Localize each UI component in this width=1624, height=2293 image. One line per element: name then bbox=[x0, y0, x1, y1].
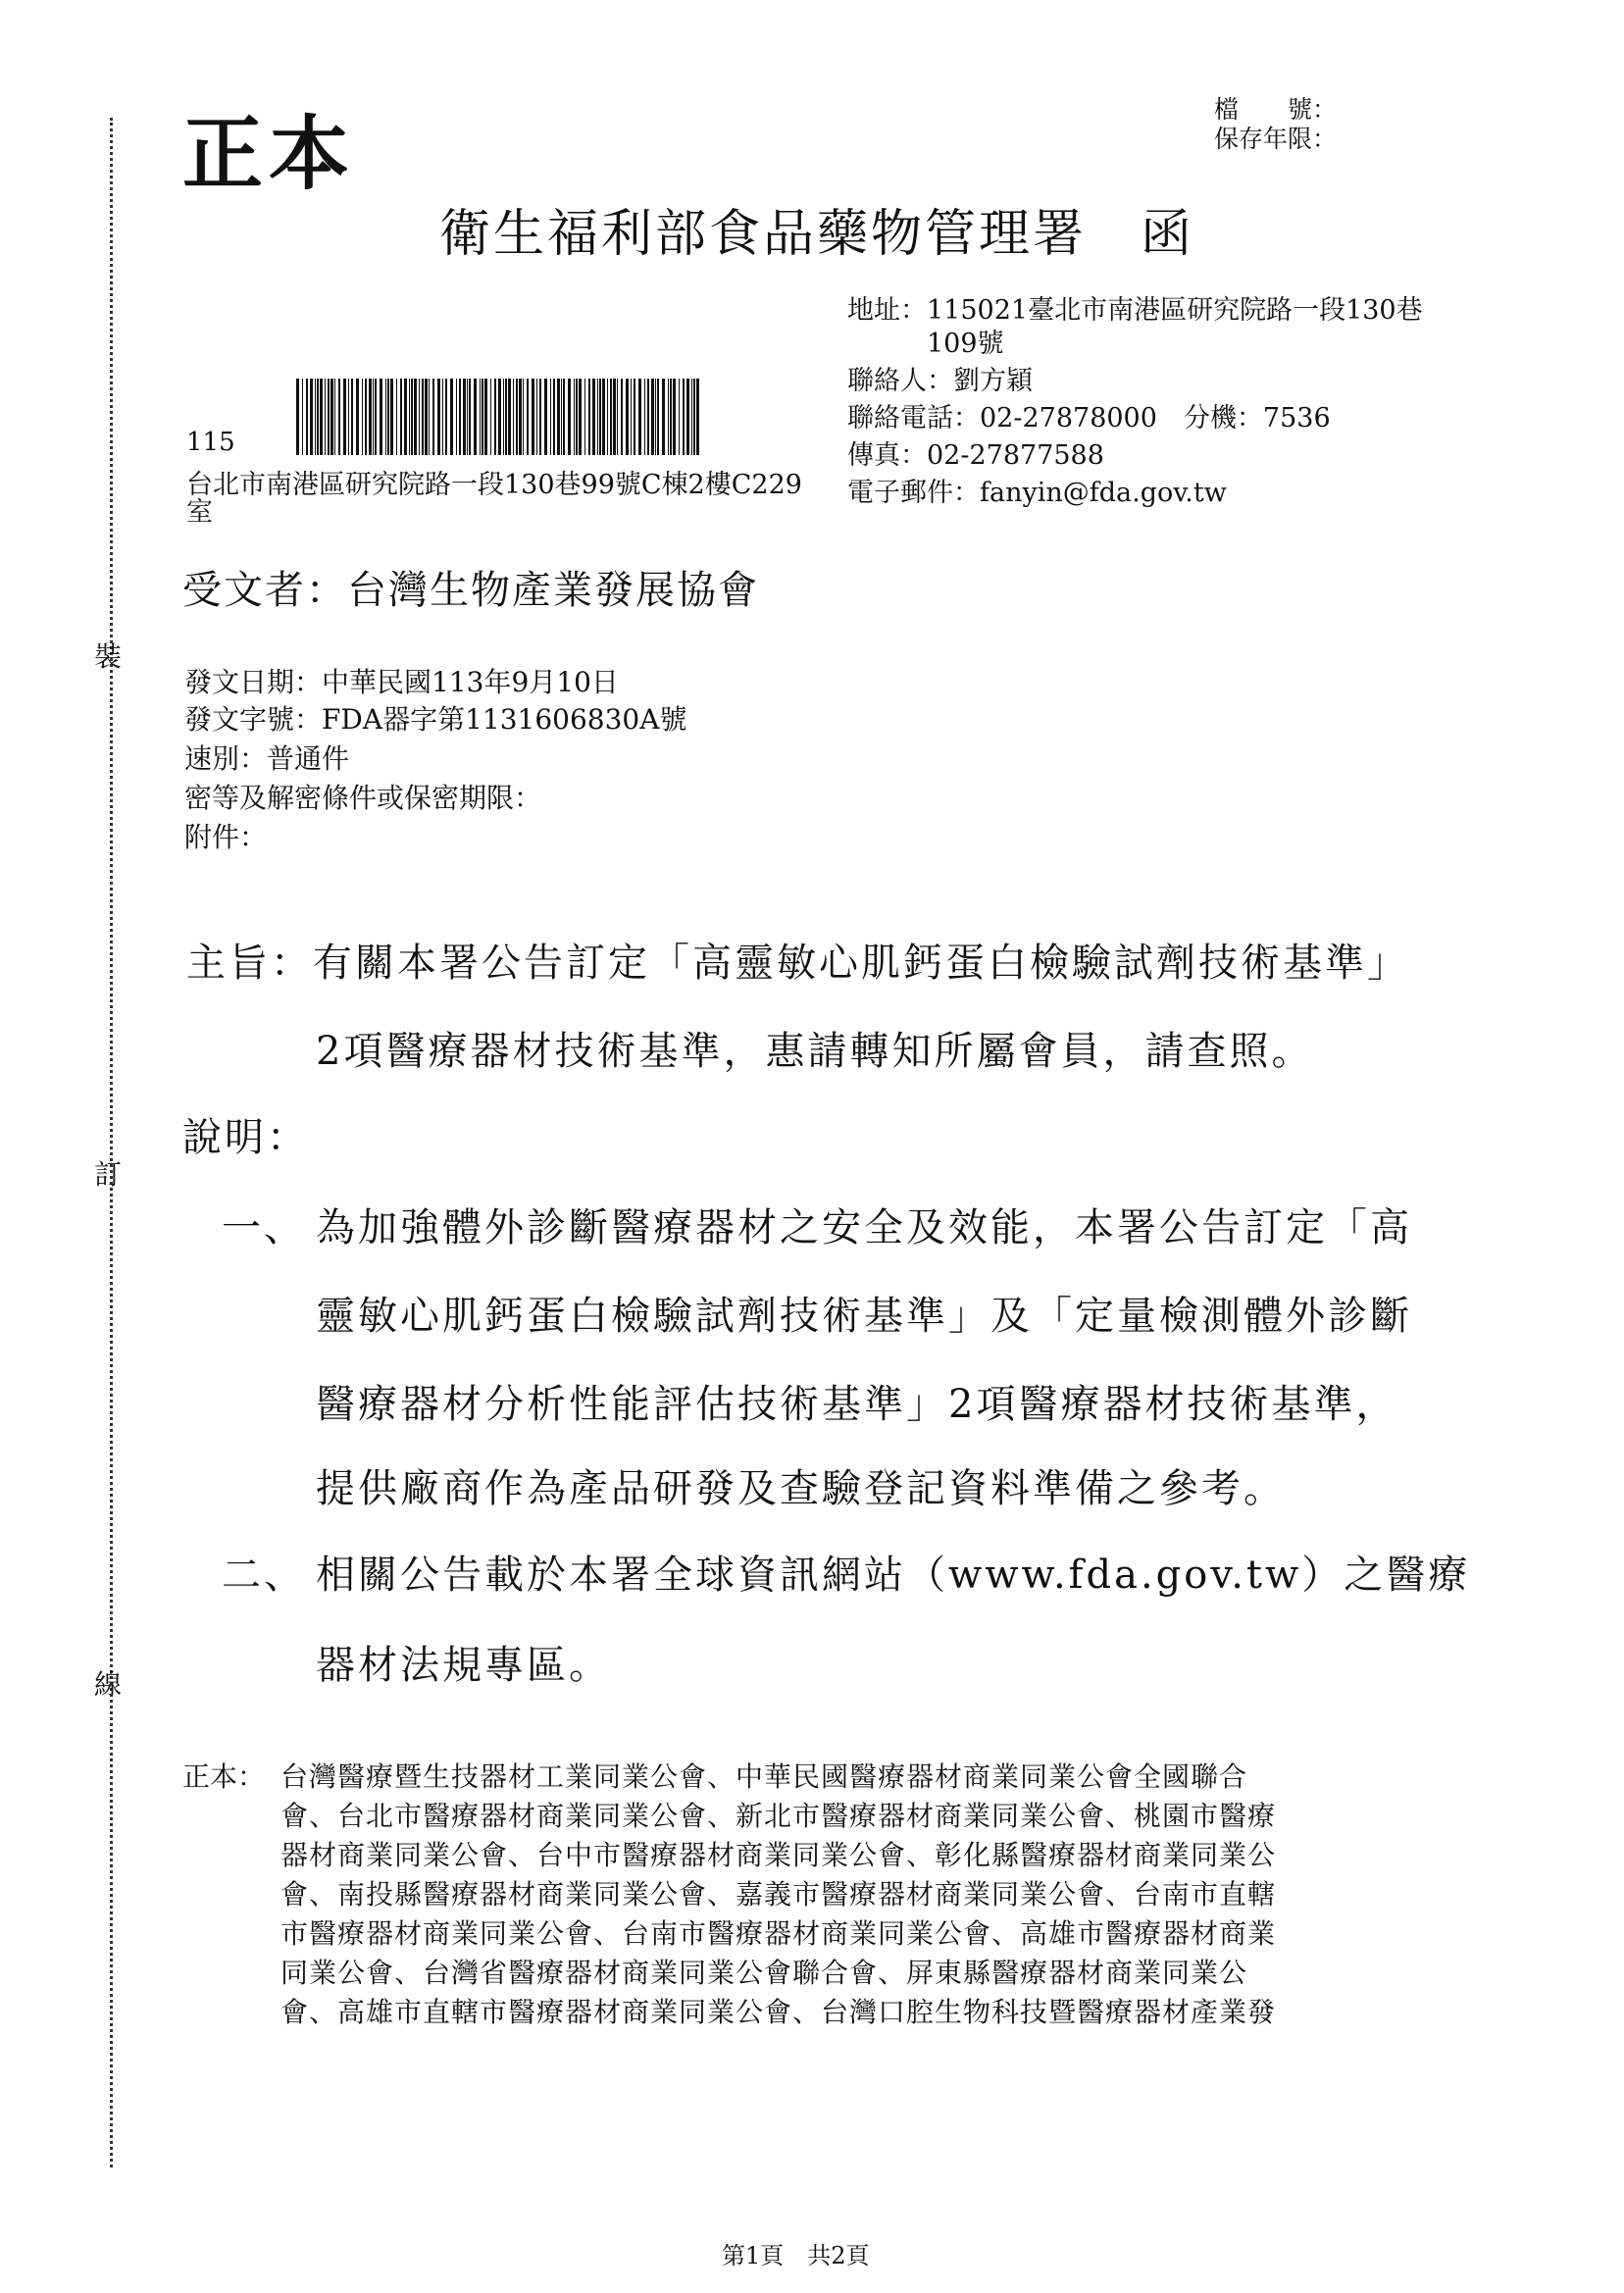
sender-address-cont: 109號 bbox=[847, 329, 1004, 359]
receiver-address-cont: 室 bbox=[186, 497, 213, 528]
contact-person: 聯絡人：劉方穎 bbox=[847, 366, 1033, 396]
contact-phone: 聯絡電話：02-27878000 分機：7536 bbox=[847, 403, 1331, 433]
contact-fax: 傳真：02-27877588 bbox=[847, 440, 1104, 471]
retention-period-label: 保存年限： bbox=[1214, 125, 1338, 153]
item-2-line-1: 相關公告載於本署全球資訊網站（www.fda.gov.tw）之醫療 bbox=[316, 1553, 1471, 1598]
subject-line-2: 2項醫療器材技術基準，惠請轉知所屬會員，請查照。 bbox=[316, 1029, 1314, 1074]
receiver-address: 台北市南港區研究院路一段130巷99號C棟2樓C229 bbox=[186, 470, 802, 500]
postal-barcode bbox=[296, 379, 700, 455]
item-1-line-1: 為加強體外診斷醫療器材之安全及效能，本署公告訂定「高 bbox=[316, 1205, 1412, 1250]
cc-line-6: 同業公會、台灣省醫療器材商業同業公會聯合會、屏東縣醫療器材商業同業公 bbox=[280, 1957, 1248, 1989]
item-2-number: 二、 bbox=[222, 1553, 306, 1598]
cc-line-4: 會、南投縣醫療器材商業同業公會、嘉義市醫療器材商業同業公會、台南市直轄 bbox=[280, 1878, 1277, 1911]
item-1-line-2: 靈敏心肌鈣蛋白檢驗試劑技術基準」及「定量檢測體外診斷 bbox=[316, 1294, 1412, 1339]
cc-line-5: 市醫療器材商業同業公會、台南市醫療器材商業同業公會、高雄市醫療器材商業 bbox=[280, 1917, 1277, 1950]
sender-address: 地址：115021臺北市南港區研究院路一段130巷 bbox=[847, 295, 1423, 326]
binding-dotted-line bbox=[110, 118, 113, 2167]
cc-line-2: 會、台北市醫療器材商業同業公會、新北市醫療器材商業同業公會、桃園市醫療 bbox=[280, 1800, 1277, 1832]
item-2-line-2: 器材法規專區。 bbox=[316, 1643, 611, 1688]
contact-email: 電子郵件：fanyin@fda.gov.tw bbox=[847, 478, 1227, 508]
explanation-label: 說明： bbox=[182, 1115, 309, 1160]
cc-line-1: 台灣醫療暨生技器材工業同業公會、中華民國醫療器材商業同業公會全國聯合 bbox=[280, 1760, 1248, 1793]
attachments: 附件： bbox=[184, 821, 268, 853]
cc-line-3: 器材商業同業公會、台中市醫療器材商業同業公會、彰化縣醫療器材商業同業公 bbox=[280, 1839, 1277, 1871]
cc-line-7: 會、高雄市直轄市醫療器材商業同業公會、台灣口腔生物科技暨醫療器材產業發 bbox=[280, 1996, 1277, 2028]
priority: 速別：普通件 bbox=[184, 742, 350, 775]
original-copy-stamp: 正本 bbox=[182, 107, 356, 201]
page-number: 第1頁 共2頁 bbox=[722, 2242, 870, 2269]
document-title: 衛生福利部食品藥物管理署 函 bbox=[439, 205, 1195, 264]
binding-mark-xian: 線 bbox=[94, 1668, 123, 1701]
document-number: 發文字號：FDA器字第1131606830A號 bbox=[184, 703, 687, 736]
binding-mark-ding: 訂 bbox=[94, 1158, 123, 1191]
file-number-label: 檔 號： bbox=[1214, 95, 1338, 124]
item-1-line-3: 醫療器材分析性能評估技術基準」2項醫療器材技術基準， bbox=[316, 1382, 1398, 1427]
recipient: 受文者：台灣生物產業發展協會 bbox=[182, 568, 759, 613]
cc-label: 正本： bbox=[182, 1760, 266, 1793]
receiver-postal-code: 115 bbox=[186, 428, 235, 457]
confidentiality: 密等及解密條件或保密期限： bbox=[184, 782, 542, 814]
item-1-line-4: 提供廠商作為產品研發及查驗登記資料準備之參考。 bbox=[316, 1466, 1286, 1511]
binding-mark-zhuang: 裝 bbox=[94, 640, 123, 673]
subject-line-1: 主旨：有關本署公告訂定「高靈敏心肌鈣蛋白檢驗試劑技術基準」 bbox=[186, 941, 1409, 986]
item-1-number: 一、 bbox=[222, 1205, 306, 1250]
issue-date: 發文日期：中華民國113年9月10日 bbox=[184, 666, 619, 698]
